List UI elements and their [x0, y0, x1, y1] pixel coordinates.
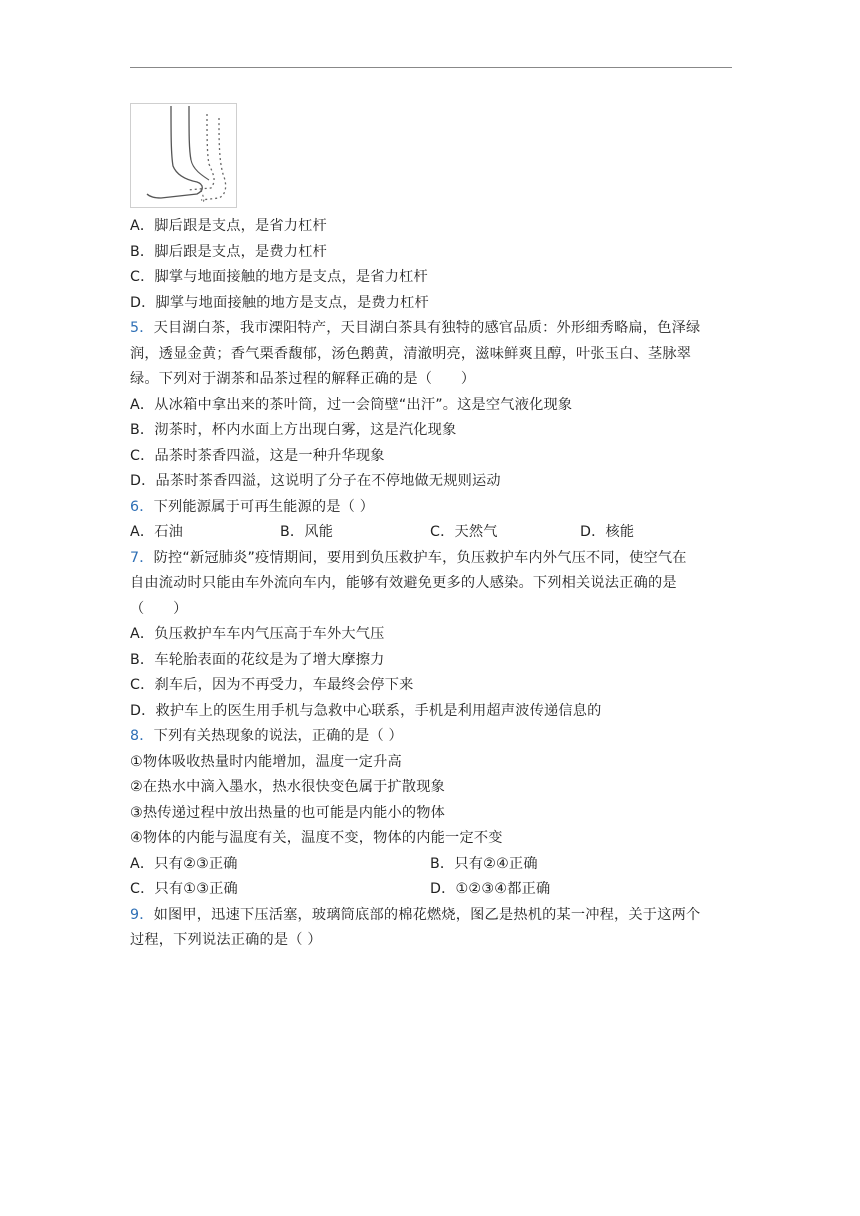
q8-statement-2: ②在热水中滴入墨水，热水很快变色属于扩散现象	[130, 779, 446, 795]
q5-option-a: A．从冰箱中拿出来的茶叶筒，过一会筒壁“出汗”。这是空气液化现象	[130, 396, 573, 413]
q8-option-b: B．只有②④正确	[430, 855, 538, 872]
q4-option-c: C．脚掌与地面接触的地方是支点，是省力杠杆	[130, 269, 428, 285]
q8-number: 8．	[130, 728, 154, 744]
q5-stem-line-1: 5．天目湖白茶，我市溧阳特产，天目湖白茶具有独特的感官品质：外形细秀略扁，色泽绿	[130, 320, 701, 336]
q8-statement-1: ①物体吸收热量时内能增加，温度一定升高	[130, 753, 402, 770]
q9-stem-line-1: 9．如图甲，迅速下压活塞，玻璃筒底部的棉花燃烧，图乙是热机的某一冲程，关于这两个	[130, 906, 701, 923]
q6-options	[130, 520, 740, 546]
q8-statement-3: ③热传递过程中放出热量的也可能是内能小的物体	[130, 804, 446, 821]
q8-options-row-2	[130, 877, 740, 903]
q9-number: 9．	[130, 906, 154, 923]
q8-option-d: D．①②③④都正确	[430, 881, 551, 897]
q6-option-a: A．石油	[130, 524, 184, 540]
q8-option-c: C．只有①③正确	[130, 881, 238, 897]
q5-option-b: B．沏茶时，杯内水面上方出现白雾，这是汽化现象	[130, 422, 457, 438]
q8-stem: 8．下列有关热现象的说法，正确的是（ ）	[130, 728, 403, 744]
q7-option-c: C．刹车后，因为不再受力，车最终会停下来	[130, 677, 414, 693]
foot-drawing	[131, 104, 236, 207]
header-rule	[130, 67, 732, 68]
q7-stem-line-3: （ ）	[130, 600, 188, 617]
q7-stem-line-2: 自由流动时只能由车外流向车内，能够有效避免更多的人感染。下列相关说法正确的是	[130, 575, 677, 591]
q7-option-b: B．车轮胎表面的花纹是为了增大摩擦力	[130, 651, 385, 668]
q6-stem: 6．下列能源属于可再生能源的是（ ）	[130, 498, 375, 515]
q9-stem-line-2: 过程，下列说法正确的是（ ）	[130, 932, 322, 948]
q4-option-a: A．脚后跟是支点，是省力杠杆	[130, 218, 327, 234]
q4-option-d: D．脚掌与地面接触的地方是支点，是费力杠杆	[130, 294, 429, 311]
q8-statement-4: ④物体的内能与温度有关，温度不变，物体的内能一定不变	[130, 830, 503, 846]
q6-number: 6．	[130, 498, 154, 515]
q7-option-a: A．负压救护车车内气压高于车外大气压	[130, 626, 385, 642]
q4-option-b: B．脚后跟是支点，是费力杠杆	[130, 243, 327, 260]
question-content	[130, 214, 740, 954]
q5-number: 5．	[130, 320, 154, 336]
q7-stem-line-1: 7．防控“新冠肺炎”疫情期间，要用到负压救护车，负压救护车内外气压不同，使空气在	[130, 549, 687, 566]
q6-option-d: D．核能	[580, 524, 635, 540]
q5-option-d: D．品茶时茶香四溢，这说明了分子在不停地做无规则运动	[130, 473, 501, 489]
q8-options-row-1	[130, 852, 740, 878]
q7-number: 7．	[130, 549, 154, 566]
foot-lever-figure	[130, 103, 237, 208]
q5-option-c: C．品茶时茶香四溢，这是一种升华现象	[130, 447, 385, 464]
q6-option-c: C．天然气	[430, 524, 498, 540]
q7-option-d: D．救护车上的医生用手机与急救中心联系，手机是利用超声波传递信息的	[130, 702, 602, 719]
q8-option-a: A．只有②③正确	[130, 855, 238, 872]
q5-stem-line-2: 润，透显金黄；香气栗香馥郁，汤色鹅黄，清澈明亮，滋味鲜爽且醇，叶张玉白、茎脉翠	[130, 345, 692, 362]
q5-stem-line-3: 绿。下列对于湖茶和品茶过程的解释正确的是（ ）	[130, 371, 476, 387]
q6-option-b: B．风能	[280, 524, 334, 540]
